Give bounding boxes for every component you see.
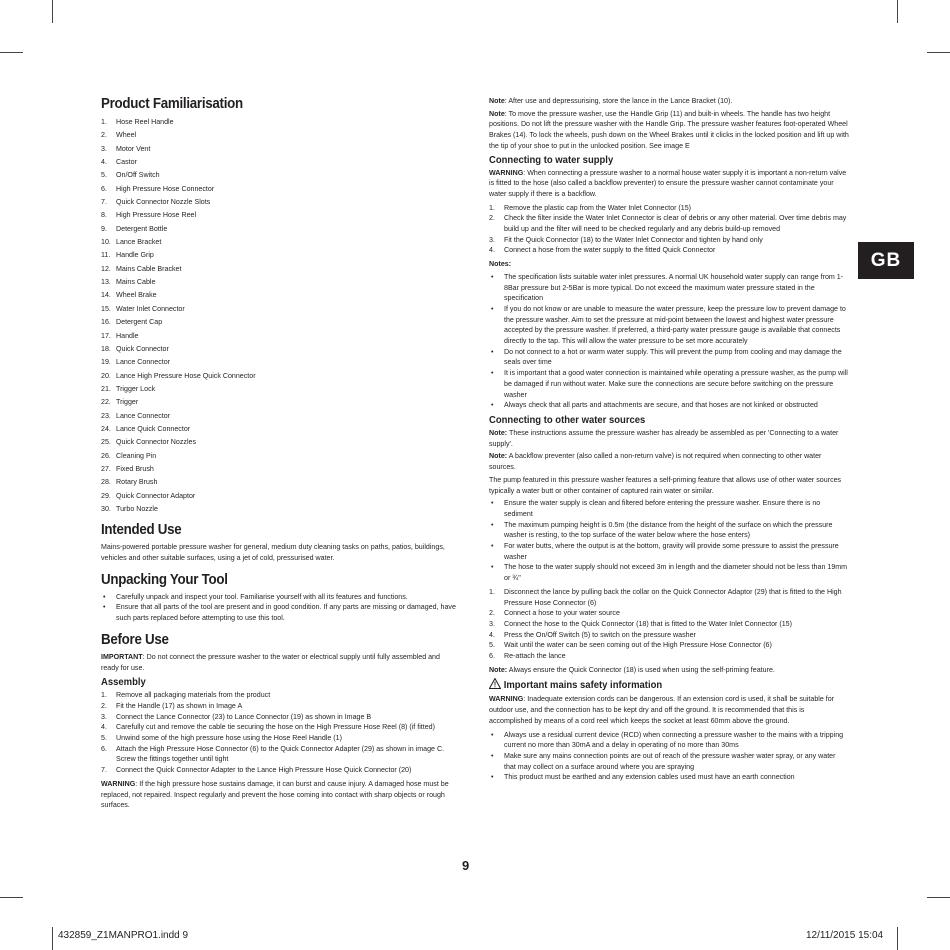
- safety-bullet: [489, 772, 849, 783]
- list-number: 5.: [489, 641, 495, 650]
- list-number: 5.: [101, 734, 107, 743]
- list-item-text: Mains Cable: [116, 278, 156, 287]
- list-item-text: Rotary Brush: [116, 478, 158, 487]
- other-source-bullet: [489, 562, 849, 583]
- list-item-text: Connect the Lance Connector (23) to Lance Connector (19) as shown in Image B: [116, 712, 372, 721]
- list-number: 20.: [101, 371, 111, 380]
- list-item-text: On/Off Switch: [116, 171, 160, 180]
- bullet-marker: •: [491, 542, 494, 551]
- warning-triangle-icon: [489, 678, 501, 692]
- part-item: [101, 476, 459, 489]
- bullet-marker: •: [491, 730, 494, 739]
- list-item-text: Check the filter inside the Water Inlet Connector is clear of debris or any other material. Over time debris may build up and the filter will need to be checked regularly and any debris build-up removed: [504, 214, 847, 234]
- warning-label: WARNING: [489, 695, 524, 704]
- list-item-text: Fit the Quick Connector (18) to the Water Inlet Connector and tighten by hand only: [504, 235, 763, 244]
- notes-label-text: Notes:: [489, 260, 512, 269]
- list-number: 2.: [489, 609, 495, 618]
- safety-bullets: [489, 730, 849, 784]
- footer-filename: 432859_Z1MANPRO1.indd 9: [58, 930, 189, 941]
- intended-use-heading: Intended Use: [101, 522, 182, 539]
- list-number: 4.: [101, 158, 107, 167]
- other-source-bullet: [489, 541, 849, 562]
- part-item: [101, 356, 459, 369]
- list-item-text: Water Inlet Connector: [116, 304, 185, 313]
- bullet-marker: •: [491, 272, 494, 281]
- list-number: 9.: [101, 224, 107, 233]
- safety-warning: [489, 694, 849, 726]
- list-item-text: Remove all packaging materials from the product: [116, 691, 271, 700]
- safety-heading: [489, 678, 820, 692]
- bullet-marker: •: [103, 603, 106, 612]
- part-item: [101, 169, 459, 182]
- list-item-text: Fit the Handle (17) as shown in Image A: [116, 701, 243, 710]
- part-item: [101, 129, 459, 142]
- assembly-step: [101, 701, 459, 712]
- list-number: 23.: [101, 411, 111, 420]
- self-priming-paragraph: The pump featured in this pressure washer features a self-priming feature that allows use of other water sources typically a water butt or other container of captured rain water or similar.: [489, 475, 842, 495]
- list-number: 6.: [101, 184, 107, 193]
- part-item: [101, 223, 459, 236]
- bullet-marker: •: [491, 401, 494, 410]
- part-item: [101, 249, 459, 262]
- part-item: [101, 183, 459, 196]
- parts-list: [101, 116, 459, 516]
- list-number: 18.: [101, 344, 111, 353]
- note-text: Always ensure the Quick Connector (18) is used when using the self-priming feature.: [507, 665, 775, 674]
- bullet-marker: •: [491, 773, 494, 782]
- list-number: 2.: [101, 131, 107, 140]
- list-number: 4.: [489, 246, 495, 255]
- part-item: [101, 209, 459, 222]
- list-item-text: Quick Connector Nozzles: [116, 438, 197, 447]
- unpacking-item: [101, 592, 459, 603]
- list-number: 12.: [101, 264, 111, 273]
- water-supply-steps: [489, 203, 849, 257]
- other-sources-steps: [489, 587, 849, 662]
- note-text: A backflow preventer (also called a non-return valve) is not required when connecting to other water sources.: [489, 452, 822, 472]
- other-sources-heading: Connecting to other water sources: [489, 414, 646, 426]
- assembly-step: [101, 744, 459, 765]
- list-item-text: Press the On/Off Switch (5) to switch on the pressure washer: [504, 630, 696, 639]
- list-number: 5.: [101, 171, 107, 180]
- list-number: 27.: [101, 464, 111, 473]
- list-item-text: Fixed Brush: [116, 464, 154, 473]
- bullet-marker: •: [491, 520, 494, 529]
- crop-mark: [897, 927, 898, 950]
- list-item-text: Wheel Brake: [116, 291, 157, 300]
- part-item: [101, 289, 459, 302]
- part-item: [101, 330, 459, 343]
- list-number: 19.: [101, 358, 111, 367]
- list-item-text: Lance Bracket: [116, 238, 162, 247]
- list-item-text: It is important that a good water connection is maintained while operating a pressure washer, as the pump will be damaged if run without water. Make sure the connections are secure before switching on the pressure washer: [504, 369, 848, 399]
- list-number: 2.: [101, 701, 107, 710]
- list-number: 26.: [101, 451, 111, 460]
- unpacking-item: [101, 602, 459, 623]
- list-item-text: Wheel: [116, 131, 137, 140]
- list-number: 6.: [101, 744, 107, 753]
- intended-use-text: Mains-powered portable pressure washer for general, medium duty cleaning tasks on paths, patios, buildings, vehicles and other suitable surfaces, using a jet of cold, pressurised water.: [101, 543, 445, 563]
- part-item: [101, 450, 459, 463]
- list-number: 14.: [101, 291, 111, 300]
- part-item: [101, 303, 459, 316]
- list-number: 4.: [101, 723, 107, 732]
- note-label: Note: [489, 97, 505, 105]
- other-note-2: [489, 451, 849, 472]
- list-item-text: Quick Connector Nozzle Slots: [116, 198, 211, 207]
- list-item-text: Wait until the water can be seen coming out of the High Pressure Hose Connector (6): [504, 641, 772, 650]
- list-number: 1.: [101, 118, 107, 126]
- safety-heading-text: Important mains safety information: [503, 680, 663, 692]
- other-sources-bullets: [489, 498, 849, 584]
- list-number: 1.: [101, 691, 107, 700]
- assembly-step: [101, 733, 459, 744]
- list-item-text: Re-attach the lance: [504, 652, 566, 661]
- crop-mark: [897, 0, 898, 23]
- other-source-bullet: [489, 520, 849, 541]
- list-item-text: Make sure any mains connection points are out of reach of the pressure washer water spray, or any water that may collect on a surface around where you are spraying: [504, 751, 836, 771]
- crop-mark: [927, 897, 950, 898]
- other-note-1: [489, 428, 849, 449]
- part-item: [101, 503, 459, 516]
- list-item-text: Connect a hose to your water source: [504, 609, 620, 618]
- note-label: Note: [489, 109, 505, 118]
- note-item: [489, 304, 849, 347]
- part-item: [101, 143, 459, 156]
- part-item: [101, 196, 459, 209]
- note-item: [489, 347, 849, 368]
- list-number: 3.: [101, 712, 107, 721]
- list-item-text: Connect the hose to the Quick Connector (18) that is fitted to the Water Inlet Connector (15): [504, 619, 792, 628]
- list-number: 17.: [101, 331, 111, 340]
- crop-mark: [52, 927, 53, 950]
- note-label: Note:: [489, 452, 508, 461]
- hose-warning: [101, 779, 459, 811]
- part-item: [101, 116, 459, 129]
- list-item-text: Lance High Pressure Hose Quick Connector: [116, 371, 256, 380]
- assembly-step: [101, 765, 459, 776]
- list-number: 3.: [489, 619, 495, 628]
- note-text: These instructions assume the pressure washer has already be assembled as per 'Connecting to a water supply'.: [489, 428, 839, 448]
- bullet-marker: •: [103, 592, 106, 601]
- footer-datetime: 12/11/2015 15:04: [806, 930, 884, 941]
- part-item: [101, 276, 459, 289]
- list-number: 21.: [101, 384, 111, 393]
- list-number: 29.: [101, 491, 111, 500]
- assembly-step: [101, 722, 459, 733]
- safety-bullet: [489, 751, 849, 772]
- water-step: [489, 213, 849, 234]
- water-step: [489, 245, 849, 256]
- list-item-text: Trigger: [116, 398, 139, 407]
- self-priming-note: [489, 665, 849, 676]
- list-number: 4.: [489, 630, 495, 639]
- part-item: [101, 383, 459, 396]
- list-item-text: Motor Vent: [116, 144, 151, 153]
- list-item-text: Always use a residual current device (RCD) when connecting a pressure washer to the mains with a tripping current no more than 30mA and a delay in operating of no more than 30ms: [504, 730, 844, 750]
- list-number: 30.: [101, 504, 111, 513]
- list-item-text: Detergent Bottle: [116, 224, 168, 233]
- list-item-text: Do not connect to a hot or warm water supply. This will prevent the pump from cooling and may damage the seals over time: [504, 347, 842, 367]
- other-source-step: [489, 630, 849, 641]
- list-item-text: Mains Cable Bracket: [116, 264, 182, 273]
- part-item: [101, 490, 459, 503]
- crop-mark: [0, 52, 23, 53]
- list-number: 28.: [101, 478, 111, 487]
- note-label: Note:: [489, 665, 508, 674]
- water-supply-heading: Connecting to water supply: [489, 154, 614, 166]
- list-item-text: Handle: [116, 331, 139, 340]
- list-item-text: Lance Quick Connector: [116, 424, 191, 433]
- list-item-text: This product must be earthed and any extension cables used must have an earth connection: [504, 773, 795, 782]
- note-item: [489, 368, 849, 400]
- list-number: 6.: [489, 652, 495, 661]
- important-text: : Do not connect the pressure washer to the water or electrical supply until fully assembled and ready for use.: [101, 652, 440, 672]
- list-item-text: Lance Connector: [116, 358, 171, 367]
- list-number: 22.: [101, 398, 111, 407]
- list-item-text: Connect the Quick Connector Adapter to the Lance High Pressure Hose Quick Connector (20): [116, 766, 412, 775]
- part-item: [101, 263, 459, 276]
- other-source-step: [489, 587, 849, 608]
- water-step: [489, 235, 849, 246]
- list-number: 25.: [101, 438, 111, 447]
- list-item-text: Unwind some of the high pressure hose using the Hose Reel Handle (1): [116, 734, 342, 743]
- list-item-text: If you do not know or are unable to measure the water pressure, keep the pressure low to prevent damage to the pressure washer. Aim to set the pressure at mid-point between the lowest and highest water pressure accepted by the pressure washer. If preferred, a third-party water pressure gauge is available that connects directly to the tap. This will allow the water pressure to be set more accurately: [504, 304, 846, 346]
- note-label: Note:: [489, 428, 508, 437]
- part-item: [101, 156, 459, 169]
- list-item-text: Remove the plastic cap from the Water Inlet Connector (15): [504, 203, 692, 212]
- warning-text: : When connecting a pressure washer to a normal house water supply it is important a non-return valve is fitted to the hose (also called a backflow preventer) to ensure the pressure washer cannot contaminate your water supply if there is a backflow.: [489, 168, 847, 198]
- important-label: IMPORTANT: [101, 652, 143, 661]
- list-number: 3.: [101, 144, 107, 153]
- notes-list: [489, 272, 849, 411]
- list-item-text: Attach the High Pressure Hose Connector (6) to the Quick Connector Adapter (29) as shown in image C. Screw the fittings together until tight: [116, 744, 445, 764]
- list-number: 15.: [101, 304, 111, 313]
- warning-label: WARNING: [489, 168, 524, 177]
- other-source-step: [489, 608, 849, 619]
- list-number: 3.: [489, 235, 495, 244]
- list-item-text: Turbo Nozzle: [116, 504, 158, 513]
- part-item: [101, 423, 459, 436]
- list-item-text: The hose to the water supply should not exceed 3m in length and the diameter should not be less than 19mm or ¾": [504, 563, 848, 583]
- list-item-text: Disconnect the lance by pulling back the collar on the Quick Connector Adaptor (29) that is fitted to the High Pressure Hose Connector (6): [504, 587, 842, 607]
- bullet-marker: •: [491, 751, 494, 760]
- list-item-text: Carefully cut and remove the cable tie securing the hose on the High Pressure Hose Reel (8) (if fitted): [116, 723, 435, 732]
- list-item-text: Castor: [116, 158, 137, 167]
- safety-bullet: [489, 730, 849, 751]
- lance-note: [489, 96, 849, 107]
- list-item-text: The specification lists suitable water inlet pressures. A normal UK household water supply can range from 1-8Bar pressure but 2-5Bar is more typical. Do not exceed the maximum water pressure stated in the specification: [504, 272, 844, 303]
- list-number: 11.: [101, 251, 111, 260]
- list-item-text: For water butts, where the output is at the bottom, gravity will provide some pressure to assist the pressure washer: [504, 542, 839, 561]
- list-item-text: Quick Connector Adaptor: [116, 491, 196, 500]
- part-item: [101, 396, 459, 409]
- list-item-text: Cleaning Pin: [116, 451, 157, 460]
- list-item-text: Hose Reel Handle: [116, 118, 174, 126]
- list-item-text: High Pressure Hose Reel: [116, 211, 197, 220]
- warning-text: : If the high pressure hose sustains damage, it can burst and cause injury. A damaged hose must be replaced, not repaired. Inspect regularly and prevent the hose coming into contact with sharp objects or rough surfaces.: [101, 779, 449, 810]
- list-number: 16.: [101, 318, 111, 327]
- water-step: [489, 203, 849, 214]
- bullet-marker: •: [491, 499, 494, 508]
- assembly-steps: [101, 690, 459, 776]
- list-item-text: Quick Connector: [116, 344, 169, 353]
- other-source-bullet: [489, 498, 849, 519]
- note-text: : To move the pressure washer, use the Handle Grip (11) and built-in wheels. The handle has two height positions. Do not lift the pressure washer with the Handle Grip. The pressure washer features foot-operated Wheel Brakes (14). To lock the wheels, push down on the Wheel Brakes until it clicks in the locked position and lift up with the tip of your shoe to put in the unlocked position. See image E: [489, 109, 849, 150]
- list-item-text: Ensure the water supply is clean and filtered before entering the pressure washer. Ensure there is no sediment: [504, 499, 821, 518]
- part-item: [101, 316, 459, 329]
- bullet-marker: •: [491, 369, 494, 378]
- note-text: : After use and depressurising, store the lance in the Lance Bracket (10).: [504, 97, 733, 105]
- part-item: [101, 343, 459, 356]
- move-note: [489, 109, 849, 152]
- notes-label: [489, 259, 849, 270]
- list-item-text: Carefully unpack and inspect your tool. Familiarise yourself with all its features and functions.: [116, 592, 408, 601]
- bullet-marker: •: [491, 304, 494, 313]
- list-item-text: Handle Grip: [116, 251, 154, 260]
- bullet-marker: •: [491, 347, 494, 356]
- list-item-text: Detergent Cap: [116, 318, 163, 327]
- important-note: [101, 652, 459, 673]
- right-column: [489, 96, 849, 786]
- assembly-heading: Assembly: [101, 677, 146, 689]
- warning-label: WARNING: [101, 779, 136, 788]
- unpacking-heading: Unpacking Your Tool: [101, 571, 228, 588]
- list-item-text: Trigger Lock: [116, 384, 156, 393]
- other-source-step: [489, 640, 849, 651]
- list-number: 13.: [101, 278, 111, 287]
- language-tab-gb: GB: [858, 242, 914, 279]
- crop-mark: [52, 0, 53, 23]
- list-item-text: The maximum pumping height is 0.5m (the distance from the height of the surface on which the pressure washer is resting, to the top surface of the water below where the hose enters): [504, 520, 833, 540]
- before-use-heading: Before Use: [101, 631, 169, 648]
- other-source-step: [489, 651, 849, 662]
- list-number: 24.: [101, 424, 111, 433]
- list-number: 2.: [489, 214, 495, 223]
- list-number: 7.: [101, 766, 107, 775]
- list-item-text: Always check that all parts and attachments are secure, and that hoses are not kinked or obstructed: [504, 401, 818, 410]
- part-item: [101, 463, 459, 476]
- warning-text: : Inadequate extension cords can be dangerous. If an extension cord is used, it shall be suitable for outdoor use, and the connection has to be kept dry and off the ground. It is recommended that this is accomplished by means of a cord reel which keeps the socket at least 60mm above the ground.: [489, 695, 835, 725]
- list-item-text: Ensure that all parts of the tool are present and in good condition. If any parts are missing or damaged, have such parts replaced before attempting to use this tool.: [116, 603, 456, 623]
- list-item-text: Lance Connector: [116, 411, 171, 420]
- crop-mark: [0, 897, 23, 898]
- page-number: 9: [462, 858, 470, 873]
- list-item-text: Connect a hose from the water supply to the fitted Quick Connector: [504, 246, 716, 255]
- unpacking-list: [101, 592, 459, 624]
- note-item: [489, 400, 849, 411]
- bullet-marker: •: [491, 563, 494, 572]
- other-source-step: [489, 619, 849, 630]
- part-item: [101, 436, 459, 449]
- part-item: [101, 410, 459, 423]
- assembly-step: [101, 712, 459, 723]
- list-number: 1.: [489, 587, 495, 596]
- list-number: 8.: [101, 211, 107, 220]
- product-familiarisation-heading: Product Familiarisation: [101, 96, 243, 112]
- left-column: [101, 96, 459, 814]
- note-item: [489, 272, 849, 304]
- crop-mark: [927, 52, 950, 53]
- water-warning: [489, 168, 849, 200]
- list-number: 10.: [101, 238, 111, 247]
- assembly-step: [101, 690, 459, 701]
- part-item: [101, 370, 459, 383]
- list-number: 1.: [489, 203, 495, 212]
- list-number: 7.: [101, 198, 107, 207]
- part-item: [101, 236, 459, 249]
- list-item-text: High Pressure Hose Connector: [116, 184, 215, 193]
